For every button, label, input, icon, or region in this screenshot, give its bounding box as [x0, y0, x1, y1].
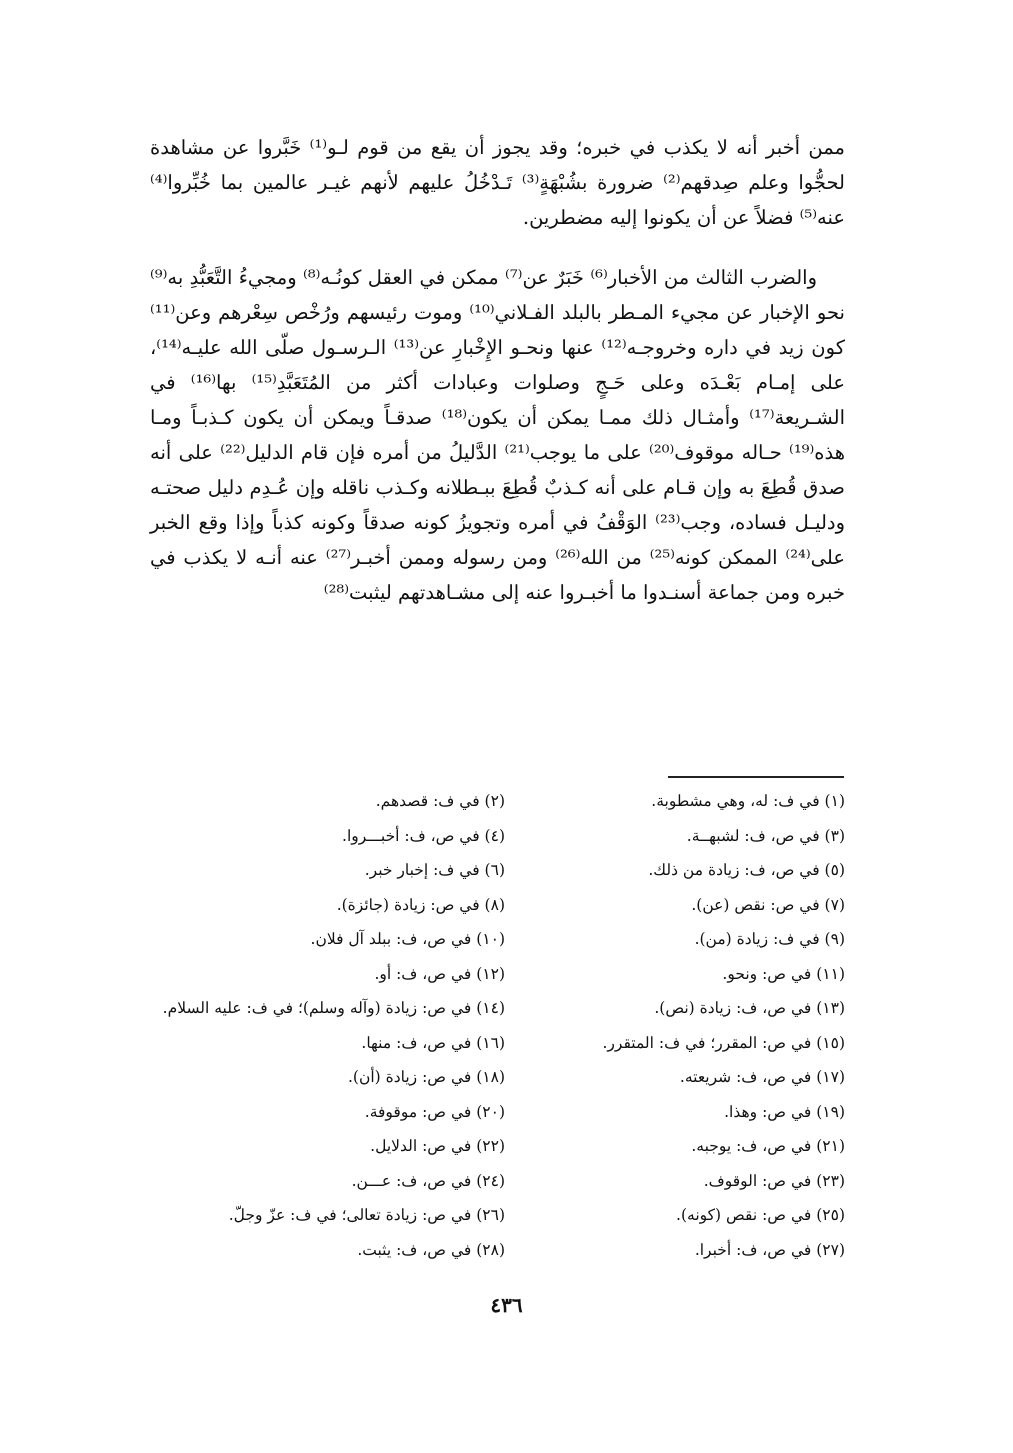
footnote: (٢١) في ص، ف: يوجبه. [691, 1137, 845, 1155]
footnote: (١١) في ص: ونحو. [722, 964, 845, 983]
footnote-row [120, 892, 845, 927]
main-text [150, 130, 845, 610]
footnote-row [120, 995, 845, 1030]
footnote: (٢٧) في ص، ف: أخبرا. [694, 1240, 845, 1259]
footnote-row [120, 1133, 845, 1168]
footnote: (٢٢) في ص: الدلايل. [370, 1137, 505, 1155]
footnote-row [120, 1168, 845, 1203]
footnote-row [120, 823, 845, 858]
footnote-row [120, 1237, 845, 1272]
footnote: (٢٨) في ص، ف: يثبت. [357, 1240, 505, 1259]
footnote: (٢٠) في ص: موقوفة. [364, 1102, 505, 1121]
footnote-row [120, 1064, 845, 1099]
footnote-row [120, 1202, 845, 1237]
footnote: (١٤) في ص: زيادة (وآله وسلم)؛ في ف: عليه السلام. [162, 999, 505, 1017]
footnote-separator [668, 776, 844, 778]
footnote: (٢٤) في ص، ف: عـــن. [351, 1171, 505, 1190]
paragraph: والضرب الثالث من الأخبار⁽⁶⁾ خَبَرٌ عن⁽⁷⁾ ممكن في العقل كونُـه⁽⁸⁾ ومجيءُ التَّعَبُّدِ به⁽⁹⁾ نحو الإخبار عن مجيء المـطر بالبلد الفـلاني⁽¹⁰⁾ وموت رئيسهم ورُخْص سِعْرهم وعن⁽¹¹⁾ كون زيد في داره وخروجـه⁽¹²⁾ عنها ونحـو الإِخْبارِ عن⁽¹³⁾ الـرسـول صلّى الله عليـه⁽¹⁴⁾، على إمـام بَعْـدَه وعلى حَـجٍ وصلوات وعبادات أكثر من المُتَعَبَّدِ⁽¹⁵⁾ بها⁽¹⁶⁾ في الشـريعة⁽¹⁷⁾ وأمثـال ذلك ممـا يمكن أن يكون⁽¹⁸⁾ صدقـاً ويمكن أن يكون كـذبـاً ومـا هذه⁽¹⁹⁾ حـاله موقوف⁽²⁰⁾ على ما يوجب⁽²¹⁾ الدَّليلُ من أمره فإن قام الدليل⁽²²⁾ على أنه صدق قُطِعَ به وإن قـام على أنه كـذبٌ قُطِعَ ببـطلانه وكـذب ناقله وإن عُـدِم دليل صحتـه ودليـل فساده، وجب⁽²³⁾ الوَقْفُ في أمره وتجويزُ كونه صدقاً وكونه كذباً وإذا وقع الخبر على⁽²⁴⁾ الممكن كونه⁽²⁵⁾ من الله⁽²⁶⁾ ومن رسوله وممن أخبـر⁽²⁷⁾ عنه أنـه لا يكذب في خبره ومن جماعة أسنـدوا ما أخبـروا عنه إلى مشـاهدتهم ليثبت⁽²⁸⁾ [150, 266, 846, 604]
footnote: (١) في ف: له، وهي مشطوبة. [651, 792, 845, 810]
footnote-row [120, 1099, 845, 1134]
footnote: (٣) في ص، ف: لشبهــة. [686, 826, 845, 845]
footnote: (١٨) في ص: زيادة (أن). [347, 1068, 505, 1086]
page-number: ٤٣٦ [490, 1293, 523, 1317]
footnote: (٦) في ف: إخبار خبر. [364, 861, 505, 879]
footnote: (١٦) في ص، ف: منها. [361, 1033, 505, 1052]
footnote: (٢٥) في ص: نقص (كونه). [676, 1206, 845, 1224]
footnote: (١٥) في ص: المقرر؛ في ف: المتقرر. [602, 1033, 845, 1052]
footnote-row [120, 857, 845, 892]
footnote: (١٧) في ص، ف: شريعته. [679, 1068, 845, 1086]
footnote: (٢٣) في ص: الوقوف. [703, 1171, 845, 1190]
footnote: (١٩) في ص: وهذا. [724, 1102, 845, 1121]
footnote-row [120, 961, 845, 996]
footnote: (١٠) في ص، ف: ببلد آل فلان. [310, 930, 505, 948]
footnote: (٨) في ص: زيادة (جائزة). [336, 895, 505, 914]
footnote: (٤) في ص، ف: أخبـــروا. [342, 826, 505, 845]
footnote: (١٢) في ص، ف: أو. [374, 964, 505, 983]
footnote: (٧) في ص: نقص (عن). [691, 895, 845, 914]
footnote-row [120, 788, 845, 823]
footnote-row [120, 926, 845, 961]
footnote: (٢٦) في ص: زيادة تعالى؛ في ف: عزّ وجلّ. [228, 1206, 505, 1224]
footnote: (٢) في ف: قصدهم. [375, 792, 505, 810]
footnote: (٩) في ف: زيادة (من). [694, 930, 845, 948]
footnotes [120, 788, 845, 1271]
footnote: (٥) في ص، ف: زيادة من ذلك. [648, 861, 845, 879]
paragraph: ممن أخبر أنه لا يكذب في خبره؛ وقد يجوز أن يقع من قوم لـو⁽¹⁾ خَبَّروا عن مشاهدة لحجُّوا وعلم صِدقهم⁽²⁾ ضرورة بشُبْهَةٍ⁽³⁾ تَـدْخُلُ عليهم لأنهم غيـر عالمين بما خُبِّروا⁽⁴⁾ عنه⁽⁵⁾ فضلاً عن أن يكونوا إليه مضطرين. [150, 136, 845, 229]
footnote: (١٣) في ص، ف: زيادة (نص). [654, 999, 845, 1017]
footnote-row [120, 1030, 845, 1065]
